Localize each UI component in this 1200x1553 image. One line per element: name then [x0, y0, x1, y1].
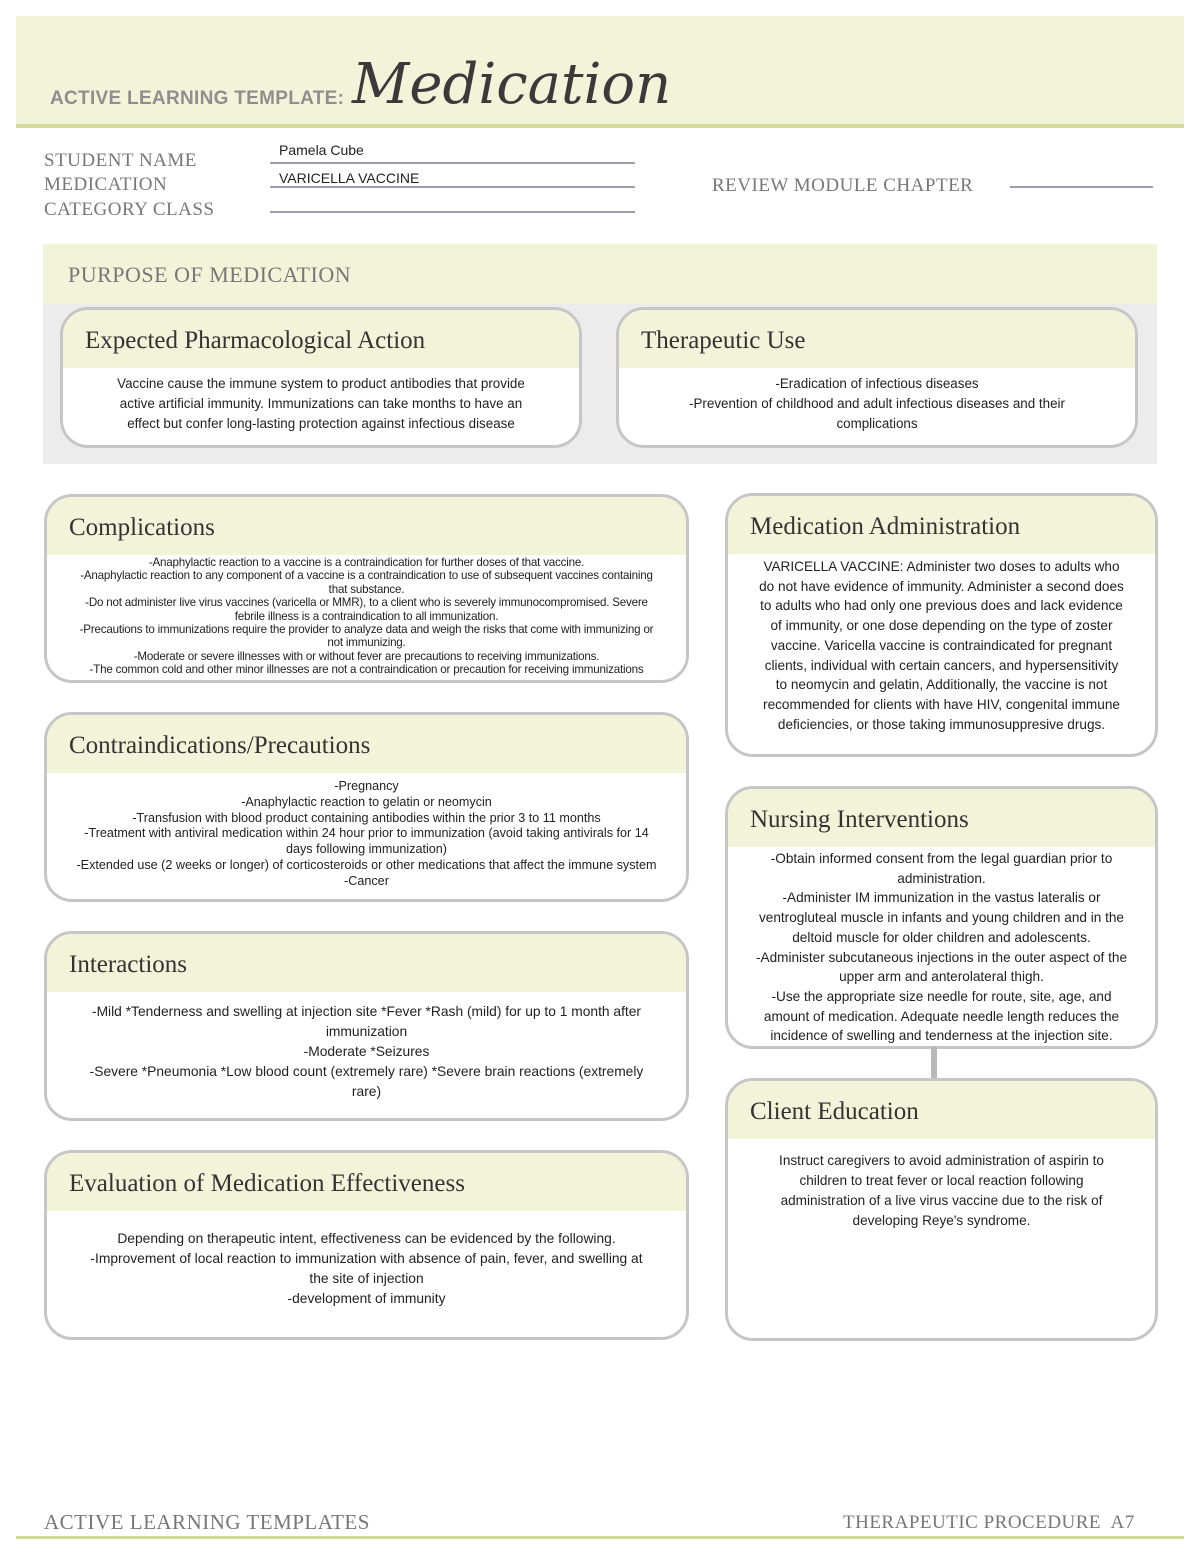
medication-label: MEDICATION: [44, 174, 168, 195]
expected-action-text[interactable]: Vaccine cause the immune system to product antibodies that provide active artificial immunity. Immunizations can take months to have an effect but confer long-lasting protection against infectious disease: [117, 376, 525, 431]
evaluation-box: [44, 1150, 689, 1340]
client-education-box: [725, 1078, 1158, 1341]
nursing-interventions-text[interactable]: -Obtain informed consent from the legal guardian prior to administration. -Administer IM immunization in the vastus lateralis or ventrogluteal muscle in infants and young children and in the deltoid muscle for older children and adolescents. -Administer subcutaneous injections in the outer aspect of the upper arm and anterolateral thigh. -Use the appropriate size needle for route, site, age, and amount of medication. Adequate needle length reduces the incidence of swelling and tenderness at the injection site.: [755, 851, 1128, 1044]
contraindications-box: [44, 712, 689, 902]
expected-action-box: [60, 307, 582, 448]
medication-field[interactable]: VARICELLA VACCINE: [279, 170, 420, 186]
student-name-label: STUDENT NAME: [44, 150, 197, 171]
medication-administration-title: Medication Administration: [728, 496, 1155, 554]
therapeutic-use-text[interactable]: -Eradication of infectious diseases -Prevention of childhood and adult infectious diseases and their complications: [689, 376, 1065, 431]
student-name-field[interactable]: Pamela Cube: [279, 142, 364, 158]
contraindications-text[interactable]: -Pregnancy -Anaphylactic reaction to gelatin or neomycin -Transfusion with blood product containing antibodies within the prior 3 to 11 months -Treatment with antiviral medication within 24 hour prior to immunization (avoid taking antivirals for 14 days following immunization) -Extended use (2 weeks or longer) of corticosteroids or other medications that affect the immune system -Cancer: [76, 779, 657, 888]
review-module-chapter-field[interactable]: [1010, 186, 1153, 188]
footer-rule: [16, 1536, 1184, 1539]
nursing-interventions-title: Nursing Interventions: [728, 789, 1155, 847]
page-title: Medication: [352, 52, 672, 117]
interactions-text[interactable]: -Mild *Tenderness and swelling at injection site *Fever *Rash (mild) for up to 1 month after immunization -Moderate *Seizures -Severe *Pneumonia *Low blood count (extremely rare) *Severe brain reactions (extremely rare): [89, 1004, 644, 1099]
footer-right-label: THERAPEUTIC PROCEDURE A7: [843, 1512, 1135, 1533]
evaluation-title: Evaluation of Medication Effectiveness: [47, 1153, 686, 1211]
interactions-box: [44, 931, 689, 1121]
therapeutic-use-box: [616, 307, 1138, 448]
medication-underline: [270, 186, 635, 188]
client-education-title: Client Education: [728, 1081, 1155, 1139]
complications-box: [44, 494, 689, 683]
therapeutic-use-title: Therapeutic Use: [619, 310, 1135, 368]
student-name-underline: [270, 162, 635, 164]
interactions-title: Interactions: [47, 934, 686, 992]
category-class-label: CATEGORY CLASS: [44, 199, 215, 220]
nursing-interventions-box: [725, 786, 1158, 1049]
section-connector: [931, 1046, 937, 1080]
medication-administration-box: [725, 493, 1158, 757]
purpose-title: PURPOSE OF MEDICATION: [68, 262, 352, 287]
evaluation-text[interactable]: Depending on therapeutic intent, effectiveness can be evidenced by the following. -Improvement of local reaction to immunization with absence of pain, fever, and swelling at the site of injection -development of immunity: [90, 1231, 643, 1306]
template-prefix: ACTIVE LEARNING TEMPLATE:: [50, 88, 345, 109]
category-class-underline: [270, 211, 635, 213]
title-banner-rule: [16, 124, 1184, 128]
medication-administration-text[interactable]: VARICELLA VACCINE: Administer two doses to adults who do not have evidence of immunity. Administer a second does to adults who had only one previous does and lack evidence of immunity, or one dose depending on the type of zoster vaccine. Varicella vaccine is contraindicated for pregnant clients, individual with certain cancers, and hypersensitivity to neomycin and gelatin, Additionally, the vaccine is not recommended for clients with have HIV, congenital immune deficiencies, or those taking immunosuppresive drugs.: [759, 559, 1124, 732]
complications-text[interactable]: -Anaphylactic reaction to a vaccine is a contraindication for further doses of that vaccine. -Anaphylactic reaction to any component of a vaccine is a contraindication to use of subsequent vaccines containing that substance. -Do not administer live virus vaccines (varicella or MMR), to a client who is severely immunocompromised. Severe febrile illness is a contraindication to all immunization. -Precautions to immunizations require the provider to analyze data and weigh the risks that come with immunizing or not immunizing. -Moderate or severe illnesses with or without fever are precautions to receiving immunizations. -The common cold and other minor illnesses are not a contraindication or precaution for receiving immunizations: [79, 556, 654, 677]
complications-title: Complications: [47, 497, 686, 555]
client-education-text[interactable]: Instruct caregivers to avoid administration of aspirin to children to treat fever or local reaction following administration of a live virus vaccine due to the risk of developing Reye's syndrome.: [779, 1153, 1104, 1228]
expected-action-title: Expected Pharmacological Action: [63, 310, 579, 368]
review-module-chapter-label: REVIEW MODULE CHAPTER: [712, 175, 974, 196]
contraindications-title: Contraindications/Precautions: [47, 715, 686, 773]
footer-left-label: ACTIVE LEARNING TEMPLATES: [44, 1510, 370, 1534]
